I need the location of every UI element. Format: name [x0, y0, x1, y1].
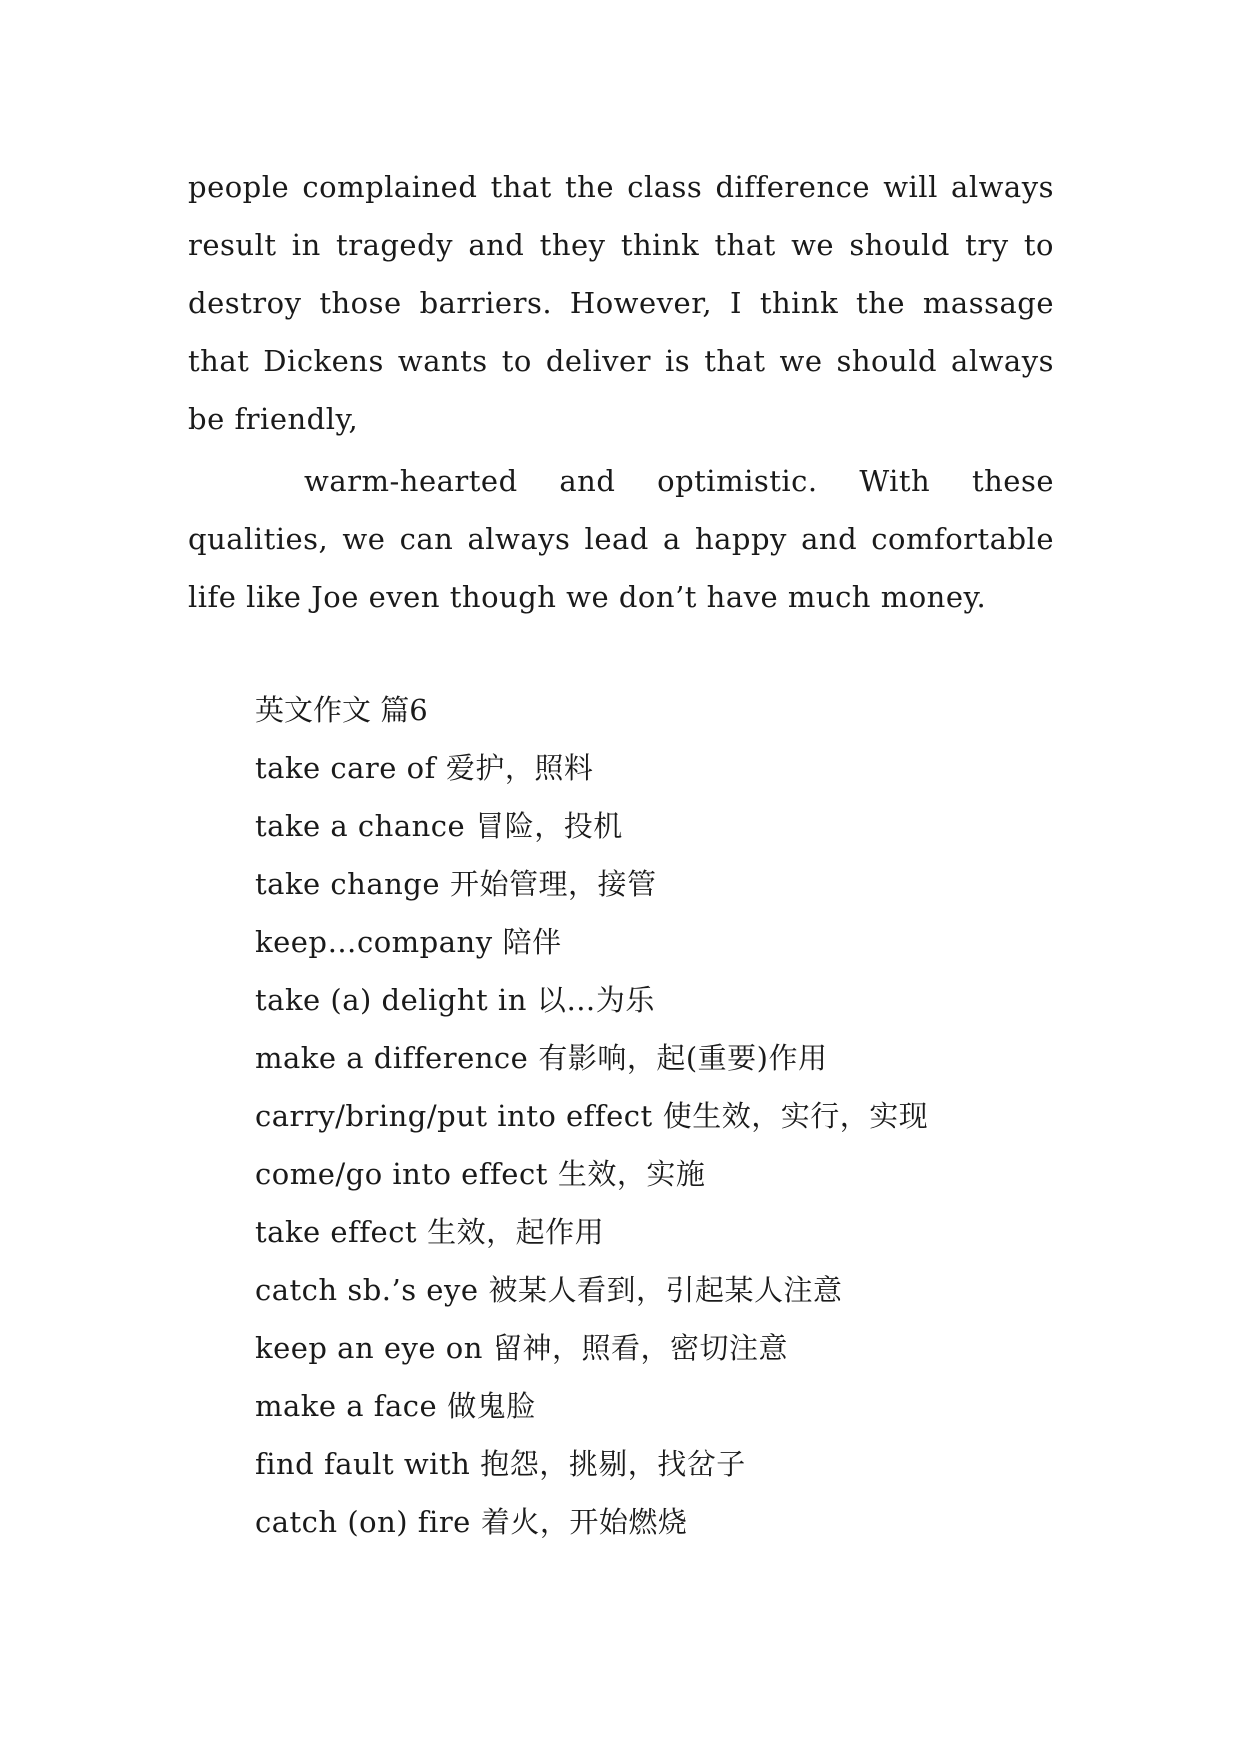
phrase-chinese: 使生效，实行，实现 — [662, 1099, 929, 1133]
list-item — [255, 971, 928, 1029]
phrase-chinese: 生效，起作用 — [427, 1215, 605, 1249]
phrase-english: catch (on) fire — [255, 1505, 471, 1539]
list-item — [255, 1087, 928, 1145]
phrase-english: keep an eye on — [255, 1331, 483, 1365]
phrase-english: carry/bring/put into effect — [255, 1099, 653, 1133]
list-item — [255, 1029, 928, 1087]
list-item — [255, 855, 928, 913]
phrase-chinese: 爱护，照料 — [445, 751, 594, 785]
list-item — [255, 1203, 928, 1261]
phrase-chinese: 开始管理，接管 — [450, 867, 657, 901]
phrase-chinese: 以…为乐 — [536, 983, 655, 1017]
section-heading: 英文作文 篇6 — [255, 693, 428, 727]
body-paragraph-2: warm-hearted and optimistic. With these qualities, we can always lead a happy and comfortable life like Joe even though we don’t have much money. — [188, 464, 1054, 614]
phrase-english: make a face — [255, 1389, 438, 1423]
phrase-english: make a difference — [255, 1041, 529, 1075]
phrase-chinese: 着火，开始燃烧 — [480, 1505, 688, 1539]
phrase-english: come/go into effect — [255, 1157, 548, 1191]
list-item — [255, 1377, 928, 1435]
phrase-chinese: 做鬼脸 — [447, 1389, 536, 1423]
phrase-english: take change — [255, 867, 441, 901]
phrase-english: take effect — [255, 1215, 418, 1249]
phrase-chinese: 生效，实施 — [557, 1157, 706, 1191]
list-item — [255, 797, 928, 855]
phrase-english: keep…company — [255, 925, 493, 959]
phrase-chinese: 冒险，投机 — [475, 809, 623, 843]
phrase-english: catch sb.’s eye — [255, 1273, 479, 1307]
phrase-chinese: 有影响，起(重要)作用 — [538, 1041, 828, 1075]
list-item — [255, 913, 928, 971]
list-item — [255, 739, 928, 797]
phrase-english: find fault with — [255, 1447, 471, 1481]
body-paragraph-1: people complained that the class difference will always result in tragedy and they think that we should try to destroy those barriers. However, I think the massage that Dickens wants to deliver is that we should always be friendly, — [188, 170, 1054, 436]
list-item — [255, 1261, 928, 1319]
phrase-chinese: 抱怨，挑剔，找岔子 — [480, 1447, 746, 1481]
phrase-chinese: 陪伴 — [502, 925, 562, 959]
phrase-chinese: 被某人看到，引起某人注意 — [488, 1273, 843, 1307]
phrase-english: take a chance — [255, 809, 466, 843]
phrase-chinese: 留神，照看，密切注意 — [492, 1331, 788, 1365]
list-item — [255, 1145, 928, 1203]
phrase-english: take (a) delight in — [255, 983, 527, 1017]
list-item — [255, 1493, 928, 1551]
phrase-english: take care of — [255, 751, 436, 785]
list-item — [255, 1435, 928, 1493]
phrase-list — [255, 739, 928, 1551]
list-item — [255, 1319, 928, 1377]
